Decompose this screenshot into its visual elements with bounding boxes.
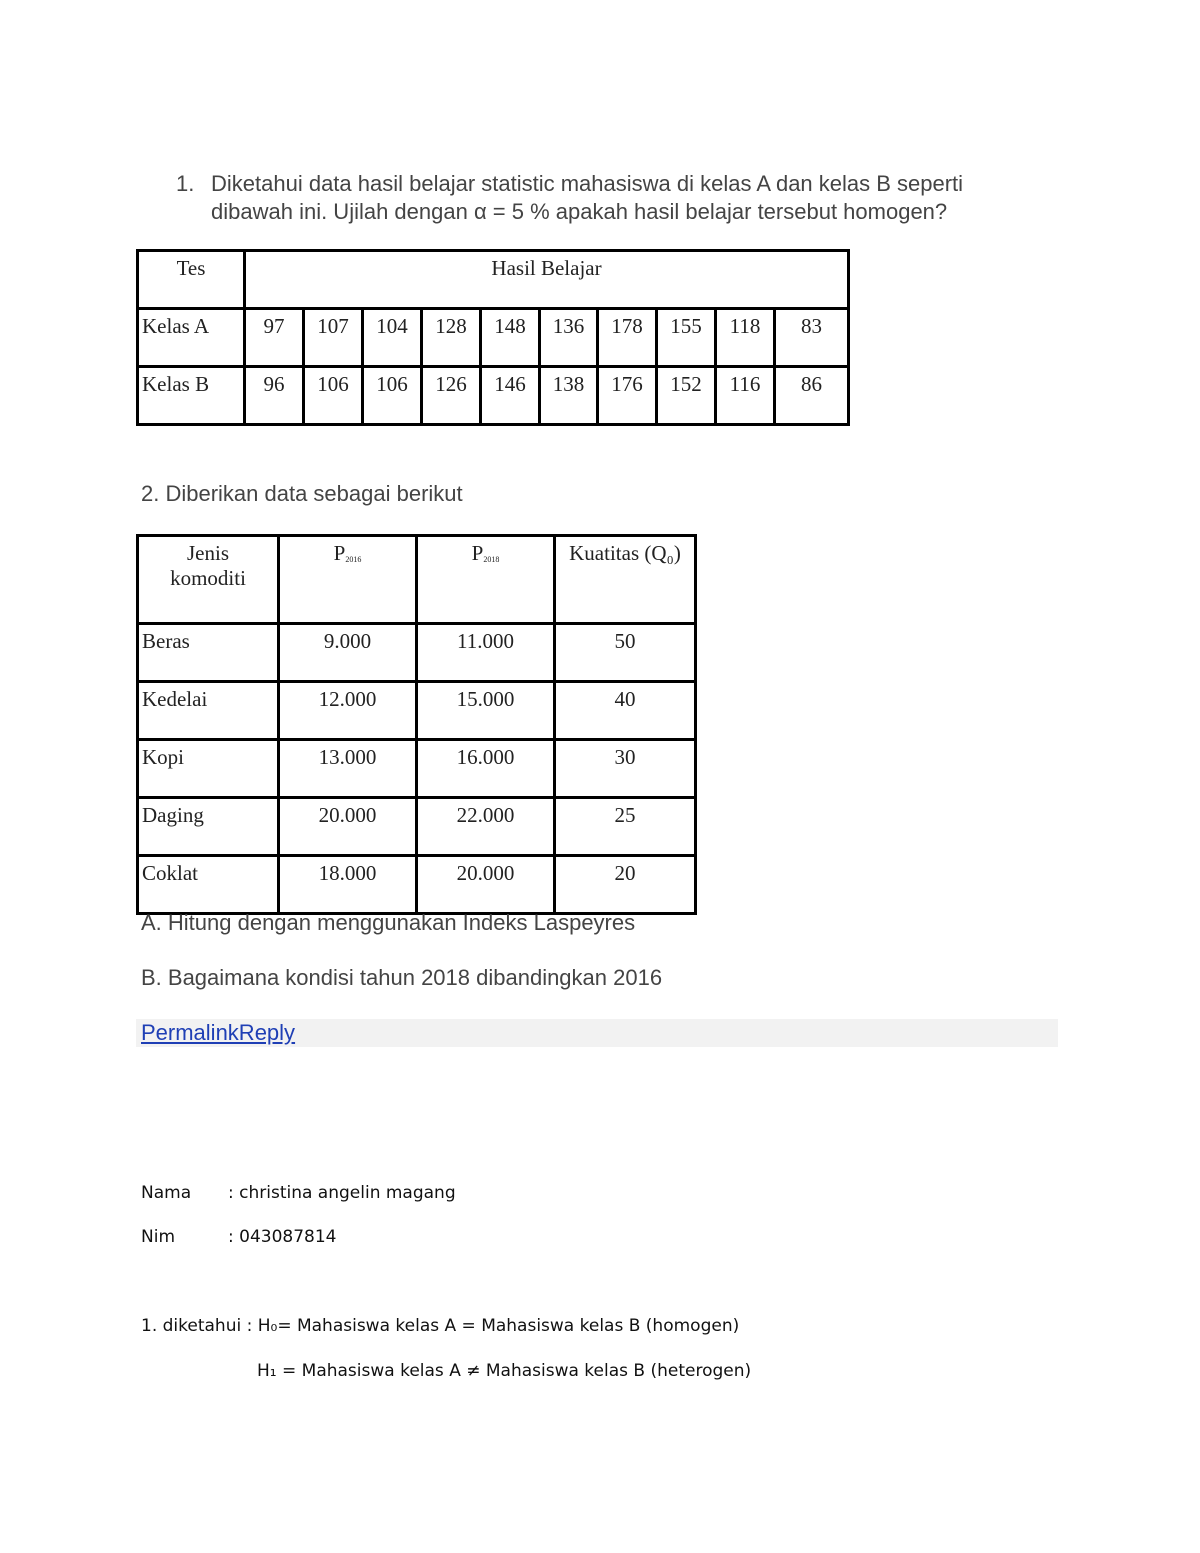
answer-line-1: 1. diketahui : H₀= Mahasiswa kelas A = Mahasiswa kelas B (homogen) [141,1316,740,1336]
table-header-row [138,251,849,309]
permalink-reply-link[interactable]: PermalinkReply [141,1020,296,1045]
table-cell: 116 [716,367,775,425]
nama-label: Nama [141,1183,192,1203]
question-1-number: 1. [176,171,195,196]
table-cell: 106 [363,367,422,425]
table-row [138,856,696,914]
table-cell: 104 [363,309,422,367]
table-cell: 107 [304,309,363,367]
table-header-row [138,536,696,624]
quantity: 50 [555,624,696,682]
price-2016: 18.000 [279,856,417,914]
header-kuatitas: Kuatitas (Q₀) [555,536,696,624]
commodity-name: Beras [138,624,279,682]
commodity-name: Kedelai [138,682,279,740]
price-2016: 12.000 [279,682,417,740]
price-2016: 20.000 [279,798,417,856]
header-jenis-komoditi: Jenis komoditi [138,536,279,624]
commodity-name: Coklat [138,856,279,914]
table-cell: 126 [422,367,481,425]
table-cell: 86 [775,367,849,425]
table-cell: 136 [540,309,598,367]
table-cell: 128 [422,309,481,367]
nim-value: : 043087814 [228,1227,337,1247]
question-2-text: 2. Diberikan data sebagai berikut [141,481,463,506]
header-tes: Tes [138,251,245,309]
sub-question-b: B. Bagaimana kondisi tahun 2018 dibandingkan 2016 [141,965,663,990]
price-2018: 15.000 [417,682,555,740]
table-cell: 118 [716,309,775,367]
header-p2016-main: P [333,541,346,565]
table-cell: 178 [598,309,657,367]
table-row [138,740,696,798]
hasil-belajar-table [136,249,850,426]
commodity-name: Daging [138,798,279,856]
price-2018: 16.000 [417,740,555,798]
table-cell: 152 [657,367,716,425]
price-2018: 22.000 [417,798,555,856]
table-cell: 176 [598,367,657,425]
quantity: 30 [555,740,696,798]
table-row [138,798,696,856]
commodity-name: Kopi [138,740,279,798]
answer-line-2: H₁ = Mahasiswa kelas A ≠ Mahasiswa kelas B (heterogen) [257,1361,752,1381]
question-1-text: Diketahui data hasil belajar statistic mahasiswa di kelas A dan kelas B seperti dibawah ini. Ujilah dengan α = 5 % apakah hasil belajar tersebut homogen? [211,171,964,224]
permalink-reply-bar [136,1019,1058,1047]
header-p2016-sub: 2016 [345,555,362,564]
header-p2018 [417,536,555,624]
header-p2016 [279,536,417,624]
header-p2018-sub: 2018 [483,555,500,564]
table-row-kelas-b [138,367,849,425]
komoditi-table [136,534,697,915]
quantity: 25 [555,798,696,856]
table-cell: 138 [540,367,598,425]
header-hasil-belajar: Hasil Belajar [245,251,849,309]
table-cell: 148 [481,309,540,367]
table-row [138,682,696,740]
table-cell: 96 [245,367,304,425]
price-2016: 9.000 [279,624,417,682]
table-cell: 83 [775,309,849,367]
price-2018: 11.000 [417,624,555,682]
quantity: 20 [555,856,696,914]
nim-label: Nim [141,1227,175,1247]
table-cell: 146 [481,367,540,425]
price-2018: 20.000 [417,856,555,914]
table-row [138,624,696,682]
row-label: Kelas A [138,309,245,367]
quantity: 40 [555,682,696,740]
row-label: Kelas B [138,367,245,425]
header-p2018-main: P [471,541,484,565]
table-cell: 97 [245,309,304,367]
sub-question-a: A. Hitung dengan menggunakan Indeks Laspeyres [141,910,636,935]
table-row-kelas-a [138,309,849,367]
table-cell: 155 [657,309,716,367]
price-2016: 13.000 [279,740,417,798]
nama-value: : christina angelin magang [228,1183,456,1203]
table-cell: 106 [304,367,363,425]
